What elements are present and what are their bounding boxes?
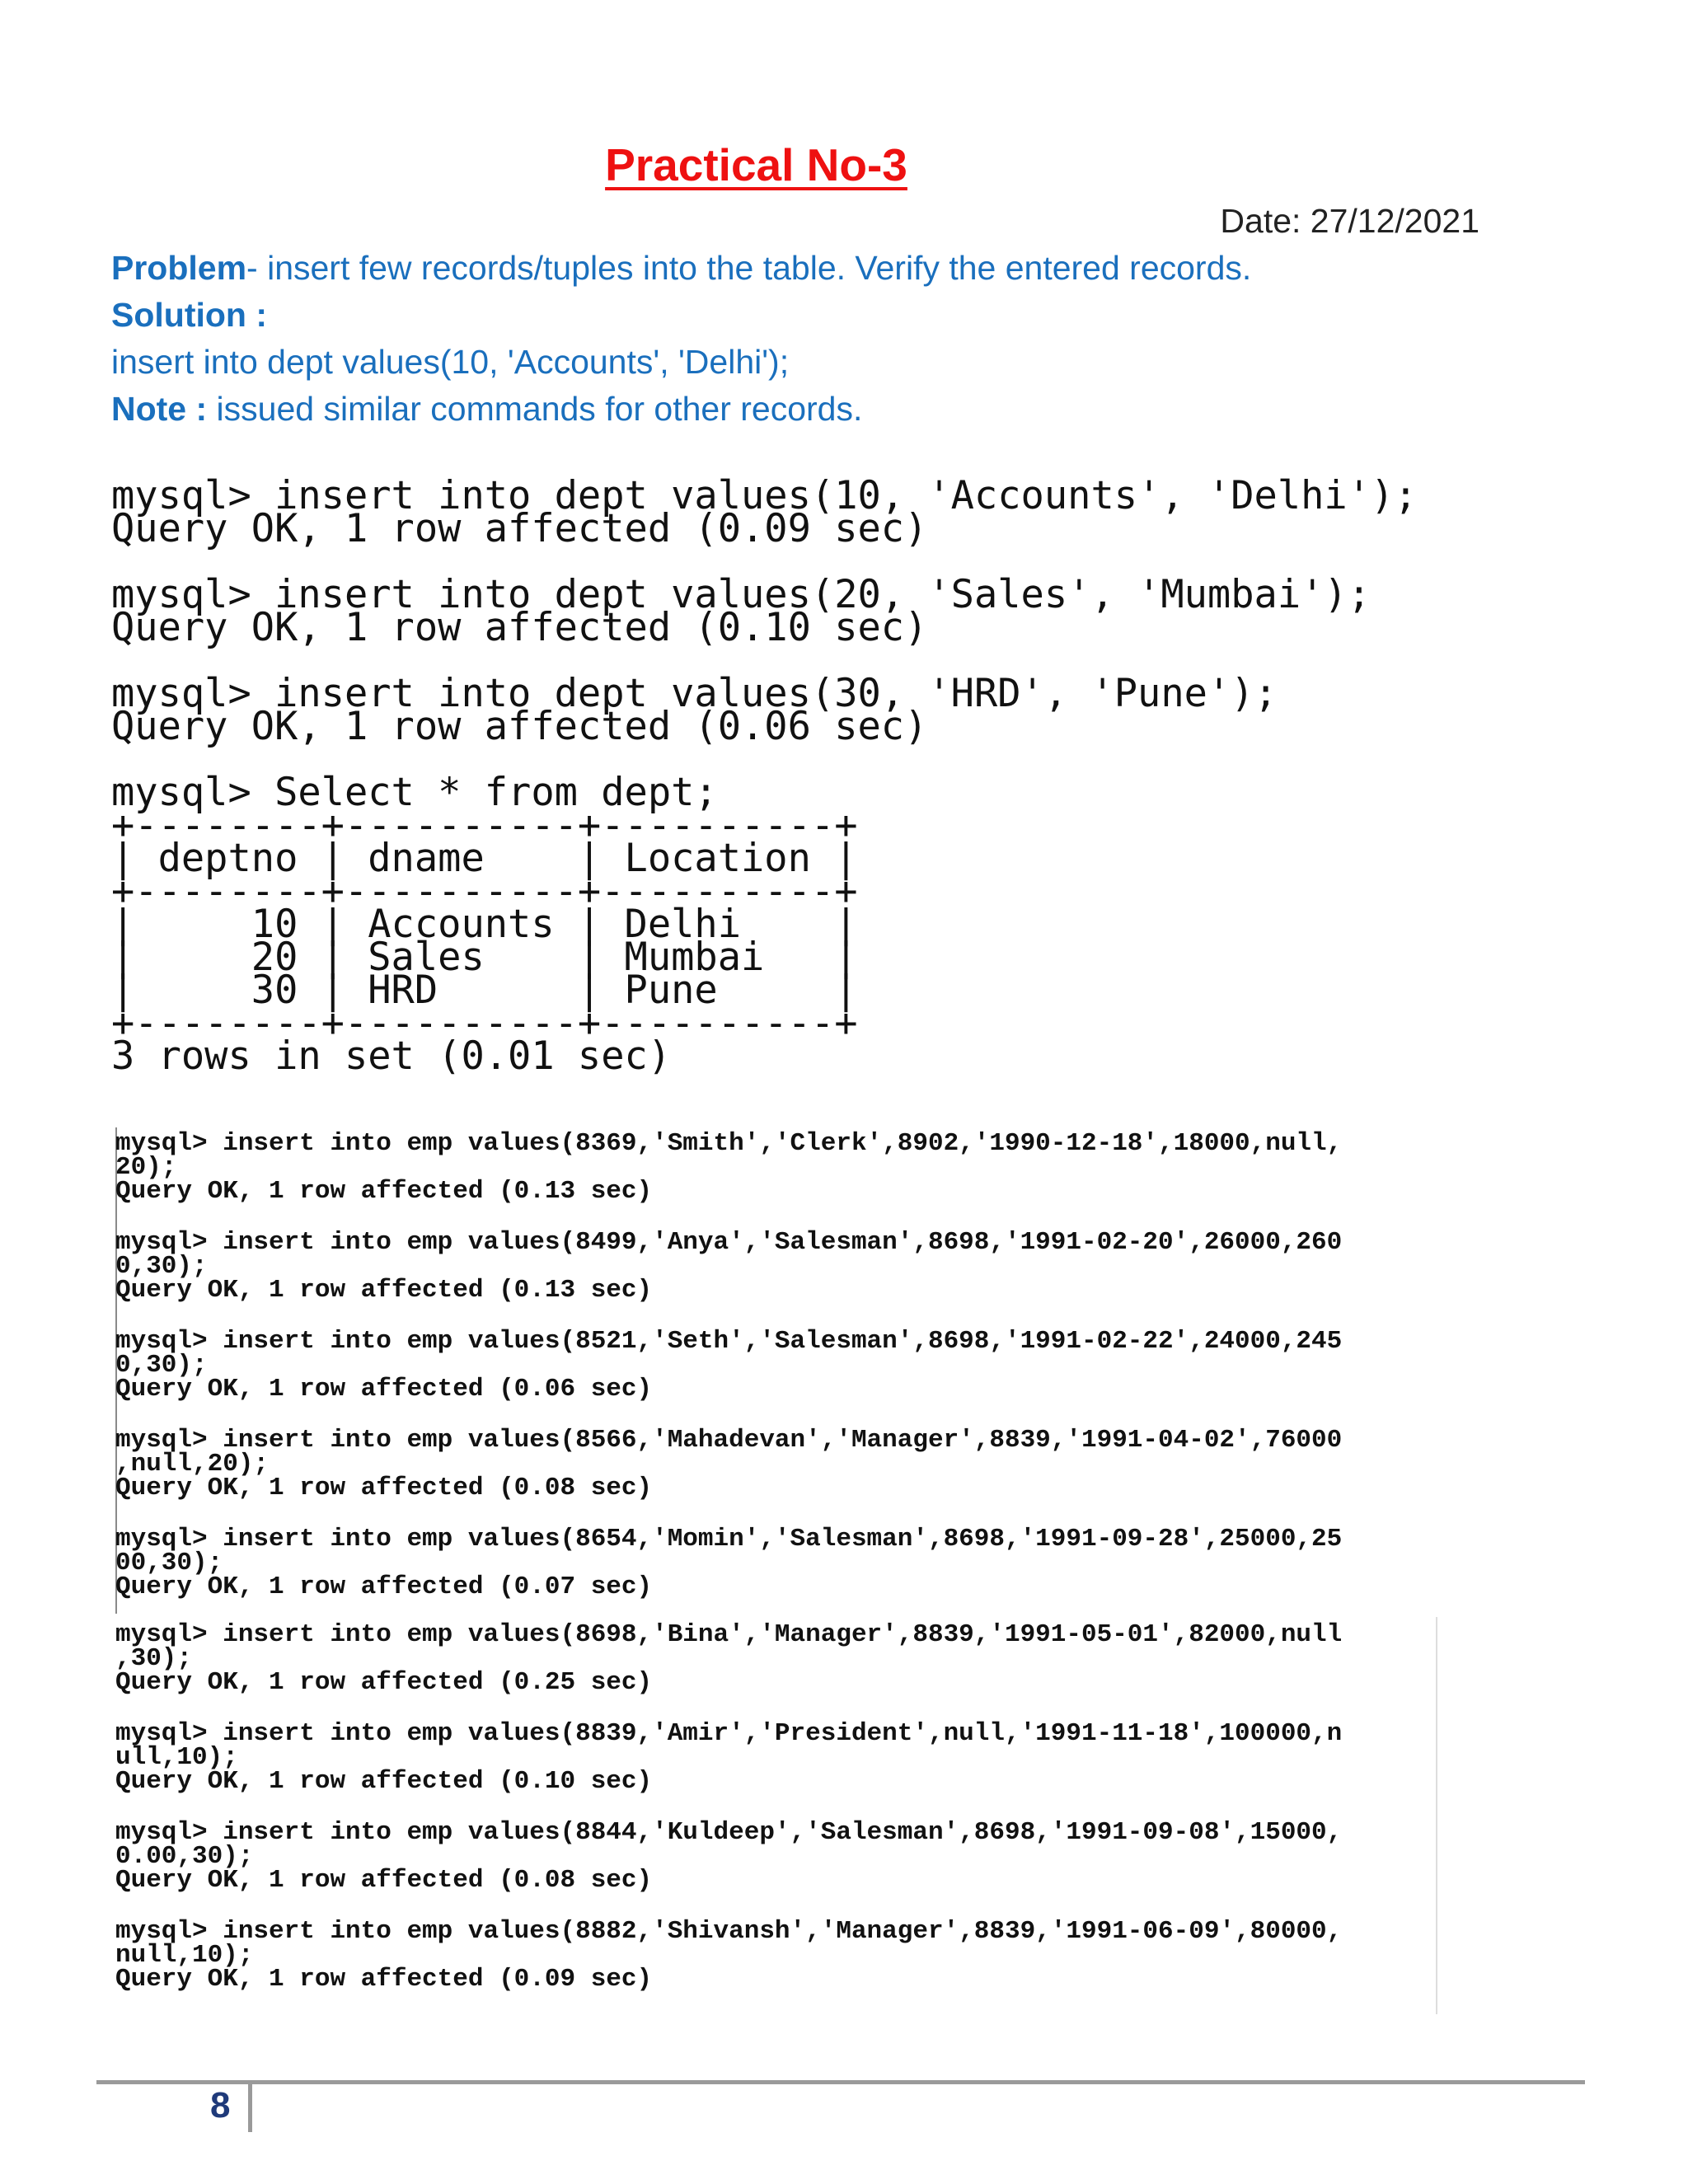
solution-command: insert into dept values(10, 'Accounts', 'Delhi'); [111, 343, 790, 381]
terminal-block-emp-8521: mysql> insert into emp values(8521,'Seth','Salesman',8698,'1991-02-22',24000,245 0,30); Query OK, 1 row affected (0.06 sec) [115, 1327, 1343, 1404]
footer-divider [248, 2084, 252, 2132]
terminal-block-emp-8654: mysql> insert into emp values(8654,'Momin','Salesman',8698,'1991-09-28',25000,25 00,30); Query OK, 1 row affected (0.07 sec) [115, 1525, 1343, 1601]
terminal-block-emp-8882: mysql> insert into emp values(8882,'Shivansh','Manager',8839,'1991-06-09',80000, null,10); Query OK, 1 row affected (0.09 sec) [115, 1917, 1343, 1994]
terminal-block-dept-insert-10: mysql> insert into dept values(10, 'Accounts', 'Delhi'); Query OK, 1 row affected (0.09 sec) [111, 473, 1418, 551]
terminal-block-dept-insert-30: mysql> insert into dept values(30, 'HRD', 'Pune'); Query OK, 1 row affected (0.06 sec) [111, 671, 1278, 749]
terminal-block-dept-select: mysql> Select * from dept; +--------+----------+----------+ | deptno | dname | Location | +--------+----------+----------+ | 10 | Accounts | Delhi | | 20 | Sales | Mumbai | | 30 | HRD | Pune | +--------+----------+----------+ 3 rows in set (0.01 sec) [111, 770, 858, 1079]
note-line [111, 390, 862, 429]
problem-label: Problem [111, 249, 247, 287]
terminal-block-emp-8369: mysql> insert into emp values(8369,'Smith','Clerk',8902,'1990-12-18',18000,null, 20); Query OK, 1 row affected (0.13 sec) [115, 1129, 1343, 1206]
footer-rule [96, 2080, 1585, 2084]
solution-line [111, 296, 267, 335]
page-title: Practical No-3 [605, 139, 907, 190]
note-text: issued similar commands for other records. [207, 390, 863, 428]
terminal-block-emp-8499: mysql> insert into emp values(8499,'Anya','Salesman',8698,'1991-02-20',26000,260 0,30); Query OK, 1 row affected (0.13 sec) [115, 1228, 1343, 1305]
terminal-block-emp-8839: mysql> insert into emp values(8839,'Amir','President',null,'1991-11-18',100000,n ull,10); Query OK, 1 row affected (0.10 sec) [115, 1719, 1343, 1796]
document-date: Date: 27/12/2021 [1220, 202, 1479, 240]
terminal-block-emp-8844: mysql> insert into emp values(8844,'Kuldeep','Salesman',8698,'1991-09-08',15000, 0.00,30); Query OK, 1 row affected (0.08 sec) [115, 1818, 1343, 1895]
problem-line [111, 249, 1251, 288]
solution-label: Solution : [111, 296, 268, 334]
problem-text: - insert few records/tuples into the table. Verify the entered records. [246, 249, 1252, 287]
page-number: 8 [210, 2085, 231, 2125]
terminal-right-border [1436, 1617, 1437, 2014]
terminal-block-dept-insert-20: mysql> insert into dept values(20, 'Sales', 'Mumbai'); Query OK, 1 row affected (0.10 sec) [111, 572, 1372, 650]
terminal-block-emp-8698: mysql> insert into emp values(8698,'Bina','Manager',8839,'1991-05-01',82000,null ,30); Query OK, 1 row affected (0.25 sec) [115, 1620, 1343, 1697]
note-label: Note : [111, 390, 208, 428]
terminal-block-emp-8566: mysql> insert into emp values(8566,'Mahadevan','Manager',8839,'1991-04-02',76000 ,null,20); Query OK, 1 row affected (0.08 sec) [115, 1426, 1343, 1502]
